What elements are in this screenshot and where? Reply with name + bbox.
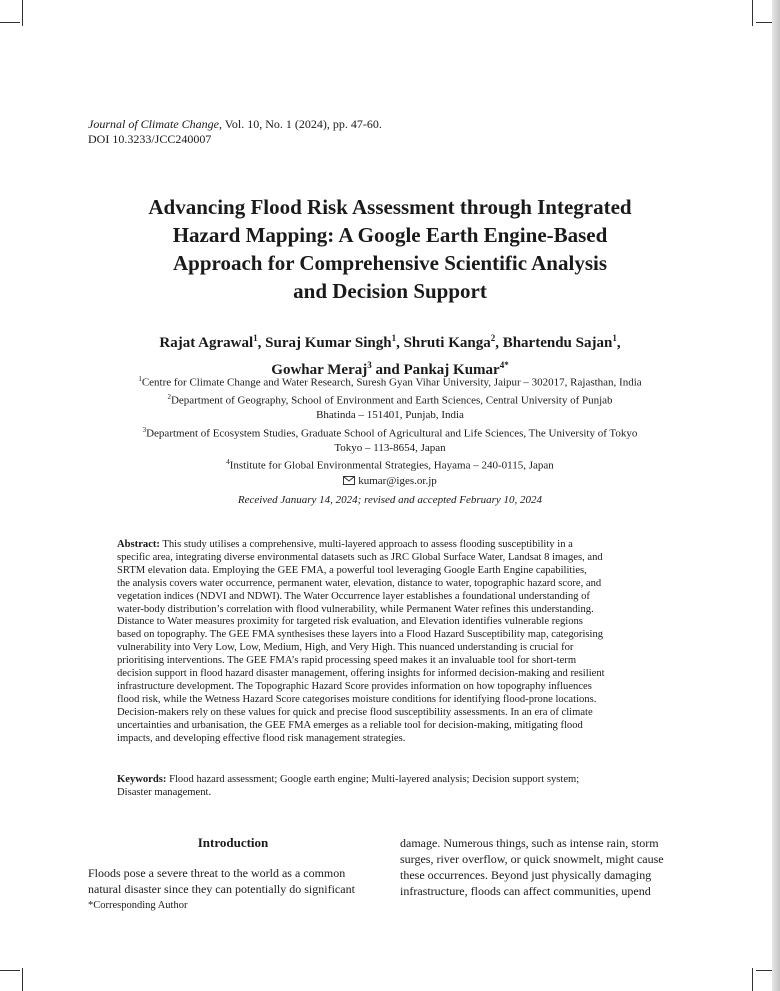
author-affiliation-mark: 1: [391, 333, 397, 343]
author-affiliation-mark: 1: [612, 333, 617, 343]
author-name: Pankaj Kumar: [403, 362, 500, 378]
doi: DOI 10.3233/JCC240007: [88, 132, 212, 146]
author-name: Rajat Agrawal: [159, 335, 254, 351]
affiliation-text: Department of Geography, School of Environment and Earth Sciences, Central University of Punjab: [170, 394, 613, 407]
body-line: surges, river overflow, or quick snowmelt, might cause: [400, 852, 664, 866]
body-line: infrastructure, floods can affect communities, upend: [400, 884, 651, 898]
right-scroll-edge: [772, 0, 780, 991]
crop-mark: [22, 0, 23, 26]
affiliation-mark: 1: [138, 375, 142, 383]
abstract-line: uncertainties and urbanisation, the GEE FMA emerges as a reliable tool for decision-making, mitigating flood: [117, 719, 583, 731]
body-line: these occurrences. Beyond just physically damaging: [400, 868, 652, 882]
affiliation-text: Centre for Climate Change and Water Research, Suresh Gyan Vihar University, Jaipur – 302017, Rajasthan, India: [141, 376, 642, 389]
envelope-icon: [343, 476, 355, 485]
crop-mark: [752, 0, 753, 26]
author-affiliation-mark: 2: [490, 333, 496, 343]
corresponding-author-footnote: *Corresponding Author: [88, 900, 188, 911]
crop-mark: [756, 970, 772, 971]
keywords-line: Flood hazard assessment; Google earth engine; Multi-layered analysis; Decision support system;: [166, 774, 580, 785]
author-affiliation-mark: 1: [253, 333, 258, 343]
body-line: Floods pose a severe threat to the world as a common: [88, 866, 346, 880]
body-column-right: [400, 835, 692, 899]
crop-mark: [22, 968, 23, 991]
separator: ,: [495, 335, 499, 351]
abstract-line: specific area, integrating diverse environmental datasets such as JRC Global Surface Water, Landsat 8 images, and: [117, 551, 603, 563]
abstract-line: vulnerability into Very Low, Low, Medium, High, and Very High. This nuanced understanding is crucial for: [117, 642, 574, 654]
body-line: natural disaster since they can potentially do significant: [88, 882, 355, 896]
affiliations: [70, 372, 710, 488]
affiliation-mark: 4: [226, 458, 230, 467]
separator: ,: [616, 335, 621, 351]
author-name: Suraj Kumar Singh: [265, 335, 392, 351]
conjunction: and: [375, 362, 400, 378]
affiliation-mark: 3: [142, 425, 147, 434]
journal-citation: [88, 117, 382, 147]
abstract-line: impacts, and developing effective flood risk management strategies.: [117, 732, 406, 744]
abstract-line: based on topography. The GEE FMA synthesises these layers into a Flood Hazard Susceptibility map, categorising: [117, 629, 604, 641]
section-heading-introduction: Introduction: [197, 835, 269, 850]
abstract-line: water-body distribution’s correlation with flood vulnerability, while Permanent Water refines this understanding.: [117, 603, 594, 615]
body-line: damage. Numerous things, such as intense rain, storm: [400, 836, 659, 850]
crop-mark: [0, 970, 20, 971]
abstract-line: vegetation indices (NDVI and NDWI). The Water Occurrence layer establishes a foundational understanding of: [117, 590, 590, 602]
affiliation-text: Department of Ecosystem Studies, Graduate School of Agricultural and Life Sciences, The University of Tokyo: [146, 427, 638, 440]
affiliation-text: Institute for Global Environmental Strategies, Hayama – 240-0115, Japan: [229, 460, 554, 473]
abstract-line: SRTM elevation data. Employing the GEE FMA, a powerful tool leveraging Google Earth Engine capabilities,: [117, 564, 587, 576]
separator: ,: [396, 335, 400, 351]
title-line: Approach for Comprehensive Scientific Analysis: [172, 251, 608, 275]
keywords: [117, 773, 663, 799]
email-link[interactable]: kumar@iges.or.jp: [358, 474, 437, 487]
separator: ,: [257, 335, 262, 351]
crop-mark: [0, 22, 20, 23]
abstract-line: Distance to Water measures proximity for targeted risk evaluation, and Elevation identifies vulnerable regions: [117, 616, 583, 628]
abstract-line: the analysis covers water occurrence, permanent water, elevation, distance to water, topographic hazard score, and: [117, 577, 602, 589]
abstract-line: infrastructure development. The Topographic Hazard Score provides information on how topography influences: [117, 680, 592, 692]
author-name: Bhartendu Sajan: [502, 335, 613, 351]
journal-name: Journal of Climate Change,: [88, 117, 222, 131]
body-column-left: [88, 865, 380, 897]
affiliation-mark: 2: [167, 393, 171, 402]
crop-mark: [756, 22, 772, 23]
author-name: Shruti Kanga: [403, 335, 491, 351]
journal-details: Vol. 10, No. 1 (2024), pp. 47-60.: [222, 117, 382, 131]
title-line: Advancing Flood Risk Assessment through Integrated: [148, 195, 632, 219]
abstract-line: decision support in flood hazard disaster management, offering insights for informed decision-making and resilient: [117, 668, 605, 680]
keywords-line: Disaster management.: [117, 787, 212, 798]
abstract-line: This study utilises a comprehensive, multi-layered approach to assess flooding susceptibility in a: [159, 539, 573, 550]
title-line: and Decision Support: [293, 279, 487, 303]
abstract-line: flood risk, while the Wetness Hazard Score categorises moisture conditions for identifying flood-prone locations.: [117, 693, 597, 705]
crop-mark: [752, 968, 753, 991]
abstract: [117, 539, 663, 746]
keywords-label: Keywords:: [117, 774, 167, 785]
paper-title: [60, 193, 720, 305]
title-line: Hazard Mapping: A Google Earth Engine-Based: [172, 223, 608, 247]
abstract-label: Abstract:: [117, 539, 160, 550]
abstract-line: Decision-makers rely on these values for quick and precise flood susceptibility assessments. In an era of climate: [117, 706, 593, 718]
affiliation-text: Tokyo – 113-8654, Japan: [334, 441, 446, 454]
received-dates: Received January 14, 2024; revised and accepted February 10, 2024: [237, 494, 543, 506]
author-affiliation-mark: 3: [367, 360, 372, 370]
abstract-line: prioritising interventions. The GEE FMA’s rapid processing speed makes it an invaluable tool for short-term: [117, 655, 577, 667]
author-name: Gowhar Meraj: [271, 362, 368, 378]
affiliation-text: Bhatinda – 151401, Punjab, India: [316, 409, 464, 422]
author-affiliation-mark: 4*: [499, 360, 509, 370]
